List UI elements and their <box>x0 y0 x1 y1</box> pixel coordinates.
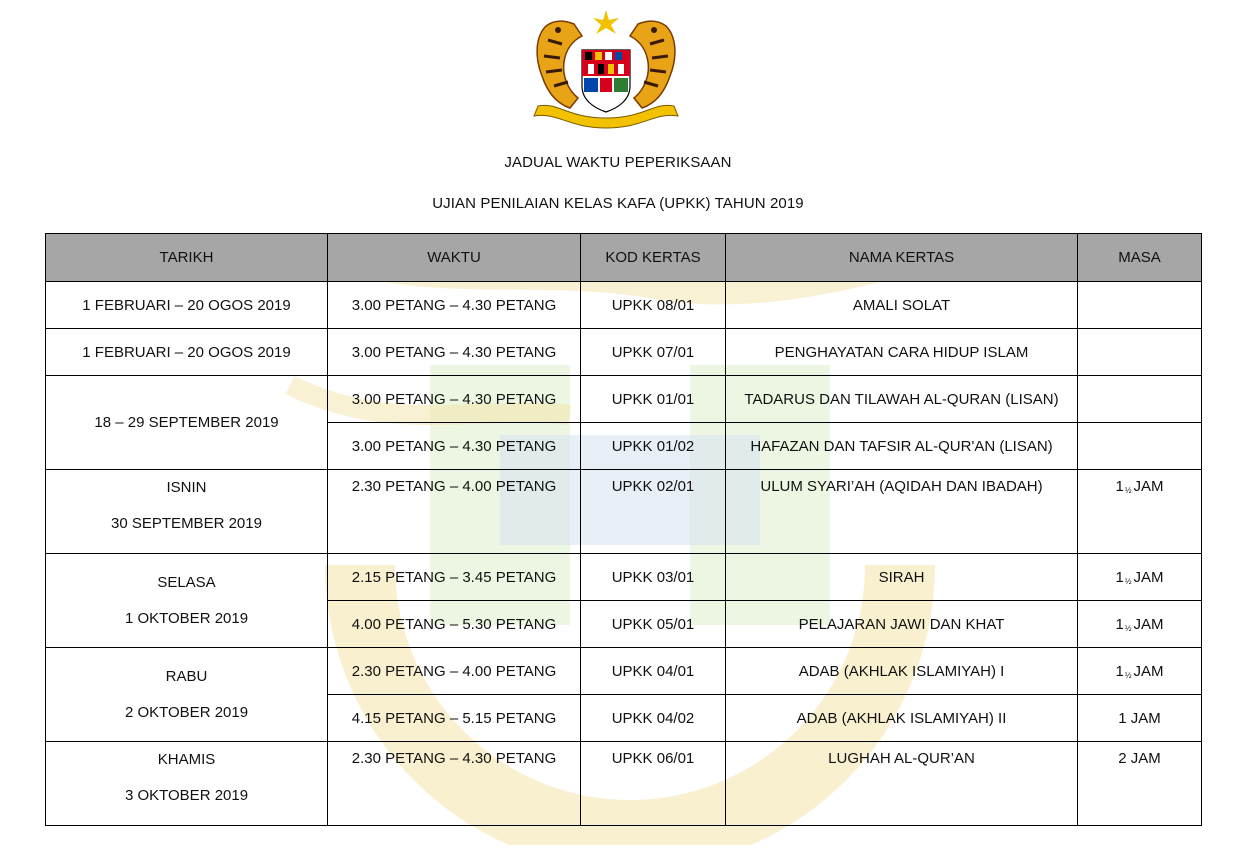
cell-waktu: 2.30 PETANG – 4.00 PETANG <box>328 470 581 554</box>
tarikh-day: ISNIN <box>166 479 207 496</box>
table-row <box>46 742 1202 826</box>
cell-masa <box>1078 329 1202 376</box>
tarikh-day: KHAMIS <box>157 751 216 768</box>
cell-masa <box>1078 376 1202 423</box>
cell-nama: ADAB (AKHLAK ISLAMIYAH) II <box>726 695 1078 742</box>
header-masa: MASA <box>1078 234 1202 282</box>
cell-waktu: 4.00 PETANG – 5.30 PETANG <box>328 601 581 648</box>
cell-kod: UPKK 06/01 <box>581 742 726 826</box>
table-row <box>46 554 1202 601</box>
cell-nama: PELAJARAN JAWI DAN KHAT <box>726 601 1078 648</box>
header-kod-kertas: KOD KERTAS <box>581 234 726 282</box>
cell-nama: SIRAH <box>726 554 1078 601</box>
cell-waktu: 3.00 PETANG – 4.30 PETANG <box>328 423 581 470</box>
tarikh-day: SELASA <box>157 573 216 591</box>
cell-kod: UPKK 02/01 <box>581 470 726 554</box>
cell-tarikh <box>46 554 328 648</box>
cell-nama: PENGHAYATAN CARA HIDUP ISLAM <box>726 329 1078 376</box>
cell-tarikh: 1 FEBRUARI – 20 OGOS 2019 <box>46 282 328 329</box>
table-row <box>46 282 1202 329</box>
cell-masa: 1½ JAM <box>1078 470 1202 554</box>
cell-tarikh: 18 – 29 SEPTEMBER 2019 <box>46 376 328 470</box>
cell-nama: HAFAZAN DAN TAFSIR AL-QUR'AN (LISAN) <box>726 423 1078 470</box>
cell-nama: LUGHAH AL-QUR’AN <box>726 742 1078 826</box>
table-row <box>46 329 1202 376</box>
table-header-row <box>46 234 1202 282</box>
cell-waktu: 3.00 PETANG – 4.30 PETANG <box>328 376 581 423</box>
header-tarikh: TARIKH <box>46 234 328 282</box>
table-row <box>46 470 1202 554</box>
cell-nama: TADARUS DAN TILAWAH AL-QURAN (LISAN) <box>726 376 1078 423</box>
cell-kod: UPKK 01/02 <box>581 423 726 470</box>
cell-waktu: 3.00 PETANG – 4.30 PETANG <box>328 282 581 329</box>
cell-waktu: 2.30 PETANG – 4.30 PETANG <box>328 742 581 826</box>
cell-waktu: 3.00 PETANG – 4.30 PETANG <box>328 329 581 376</box>
cell-tarikh <box>46 470 328 554</box>
cell-kod: UPKK 04/02 <box>581 695 726 742</box>
cell-masa: 1 JAM <box>1078 695 1202 742</box>
cell-waktu: 2.15 PETANG – 3.45 PETANG <box>328 554 581 601</box>
cell-kod: UPKK 08/01 <box>581 282 726 329</box>
cell-kod: UPKK 03/01 <box>581 554 726 601</box>
cell-masa <box>1078 423 1202 470</box>
malaysia-coat-of-arms-icon <box>528 6 684 130</box>
tarikh-date: 30 SEPTEMBER 2019 <box>111 515 262 532</box>
tarikh-day: RABU <box>165 667 208 685</box>
cell-masa: 1½ JAM <box>1078 648 1202 695</box>
tarikh-date: 2 OKTOBER 2019 <box>124 703 249 721</box>
cell-kod: UPKK 01/01 <box>581 376 726 423</box>
exam-timetable <box>45 233 1202 826</box>
cell-nama: AMALI SOLAT <box>726 282 1078 329</box>
cell-tarikh <box>46 648 328 742</box>
document-title: JADUAL WAKTU PEPERIKSAAN <box>504 154 732 171</box>
cell-tarikh: 1 FEBRUARI – 20 OGOS 2019 <box>46 329 328 376</box>
header-waktu: WAKTU <box>328 234 581 282</box>
tarikh-date: 3 OKTOBER 2019 <box>124 787 249 804</box>
cell-waktu: 2.30 PETANG – 4.00 PETANG <box>328 648 581 695</box>
cell-kod: UPKK 05/01 <box>581 601 726 648</box>
cell-masa: 2 JAM <box>1078 742 1202 826</box>
cell-masa: 1½ JAM <box>1078 601 1202 648</box>
cell-nama: ADAB (AKHLAK ISLAMIYAH) I <box>726 648 1078 695</box>
cell-kod: UPKK 04/01 <box>581 648 726 695</box>
cell-masa: 1½ JAM <box>1078 554 1202 601</box>
tarikh-date: 1 OKTOBER 2019 <box>124 609 249 627</box>
cell-tarikh <box>46 742 328 826</box>
table-row <box>46 648 1202 695</box>
cell-waktu: 4.15 PETANG – 5.15 PETANG <box>328 695 581 742</box>
table-row <box>46 376 1202 423</box>
cell-kod: UPKK 07/01 <box>581 329 726 376</box>
header-nama-kertas: NAMA KERTAS <box>726 234 1078 282</box>
cell-masa <box>1078 282 1202 329</box>
document-subtitle: UJIAN PENILAIAN KELAS KAFA (UPKK) TAHUN 2019 <box>432 195 804 212</box>
cell-nama: ULUM SYARI’AH (AQIDAH DAN IBADAH) <box>726 470 1078 554</box>
